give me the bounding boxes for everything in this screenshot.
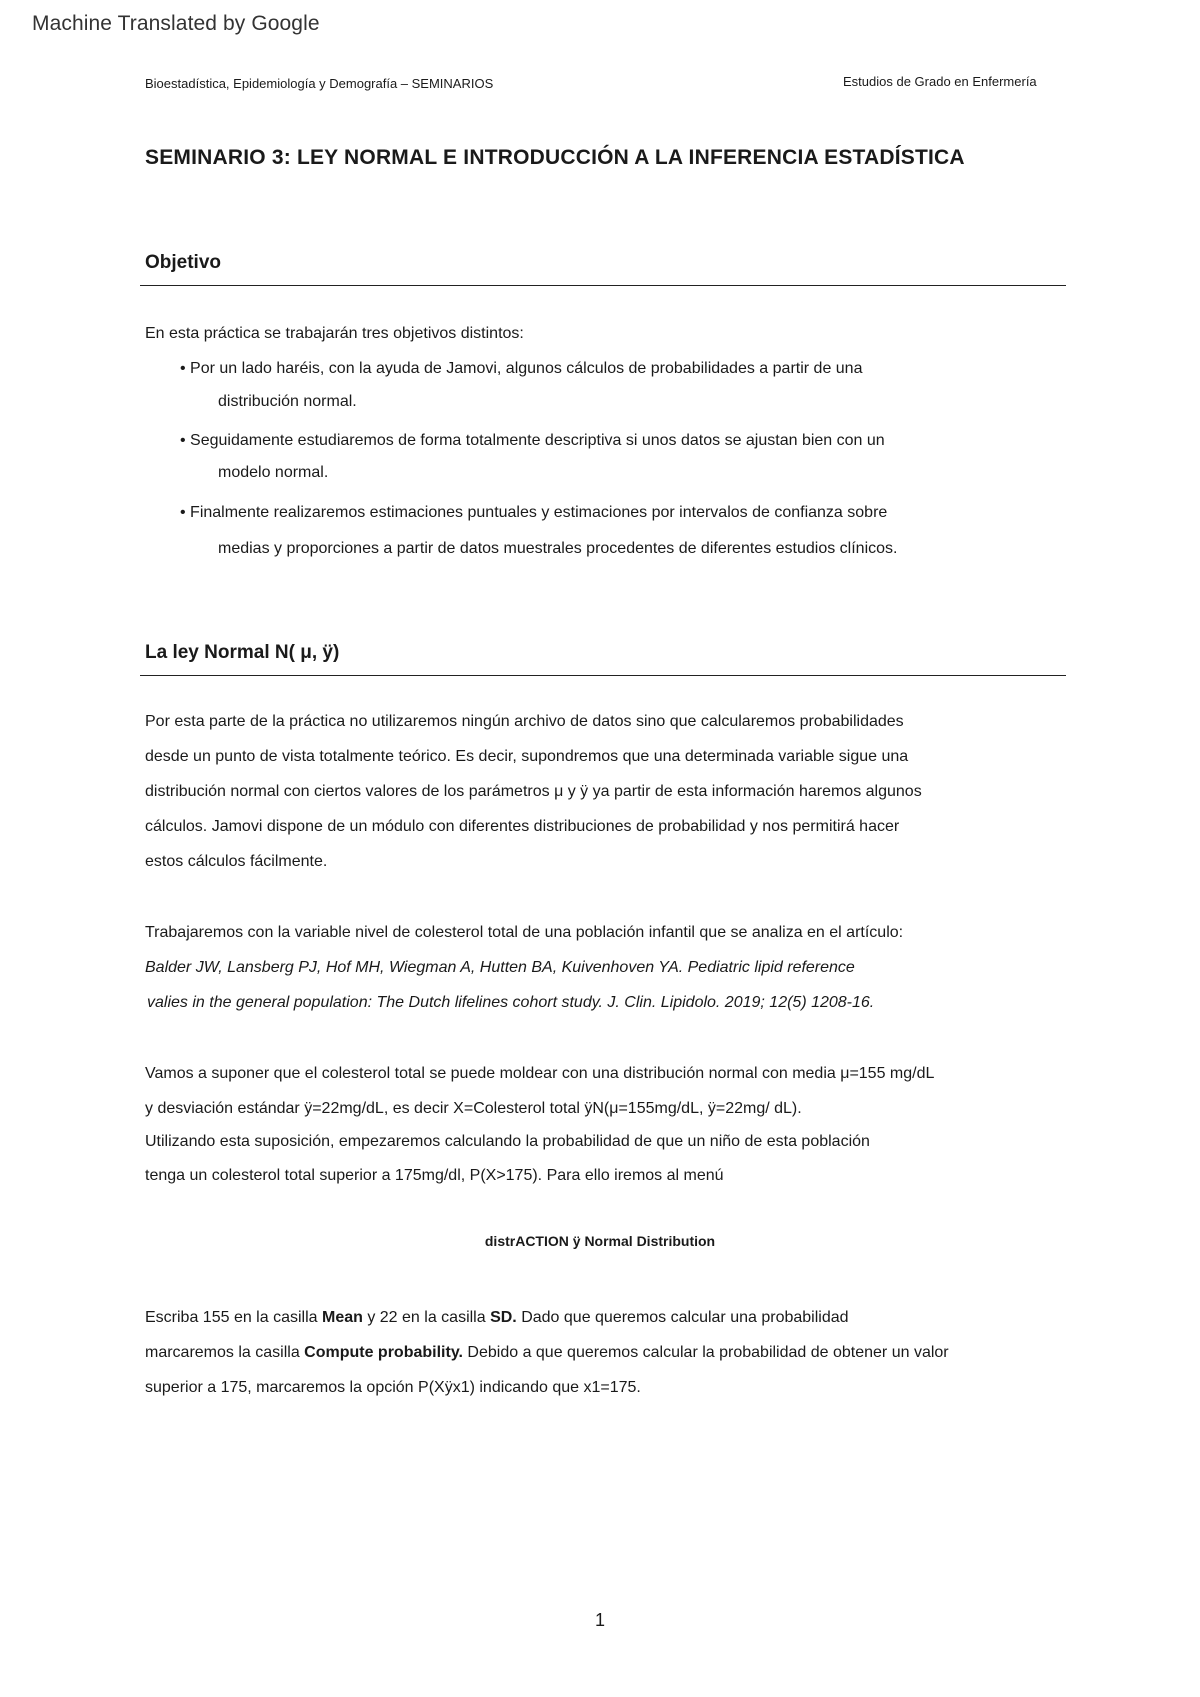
running-header-left: Bioestadística, Epidemiología y Demografía – SEMINARIOS — [145, 76, 494, 91]
text-run: Escriba 155 en la casilla — [145, 1309, 322, 1326]
paragraph-line: desde un punto de vista totalmente teórico. Es decir, supondremos que una determinada variable sigue una — [145, 748, 909, 765]
citation-line: Balder JW, Lansberg PJ, Hof MH, Wiegman A, Hutten BA, Kuivenhoven YA. Pediatric lipid reference — [145, 959, 855, 976]
objetivo-intro: En esta práctica se trabajarán tres objetivos distintos: — [145, 325, 524, 342]
bullet-item-2: • Seguidamente estudiaremos de forma totalmente descriptiva si unos datos se ajustan bien con un — [180, 432, 885, 449]
bullet-item-3: • Finalmente realizaremos estimaciones puntuales y estimaciones por intervalos de confianza sobre — [180, 504, 888, 521]
paragraph-line: Vamos a suponer que el colesterol total se puede moldear con una distribución normal con media μ=155 mg/dL — [145, 1065, 935, 1082]
bullet-item-1: • Por un lado haréis, con la ayuda de Jamovi, algunos cálculos de probabilidades a partir de una — [180, 360, 863, 377]
bullet-item-3-cont: medias y proporciones a partir de datos muestrales procedentes de diferentes estudios clínicos. — [218, 540, 898, 557]
paragraph-line: Trabajaremos con la variable nivel de colesterol total de una población infantil que se analiza en el artículo: — [145, 924, 904, 941]
paragraph-line: Por esta parte de la práctica no utilizaremos ningún archivo de datos sino que calcularemos probabilidades — [145, 713, 904, 730]
citation-line: valies in the general population: The Dutch lifelines cohort study. J. Clin. Lipidolo. 2019; 12(5) 1208-16. — [147, 994, 875, 1011]
paragraph-line: tenga un colesterol total superior a 175mg/dl, P(X>175). Para ello iremos al menú — [145, 1167, 724, 1184]
text-run-bold: Compute probability. — [304, 1344, 463, 1361]
text-run-bold: Mean — [321, 1309, 363, 1326]
paragraph-line: distribución normal con ciertos valores de los parámetros μ y ÿ ya partir de esta información haremos algunos — [145, 783, 922, 800]
text-run: marcaremos la casilla — [145, 1344, 305, 1361]
text-run: Dado que queremos calcular una probabilidad — [516, 1309, 849, 1326]
bullet-item-2-cont: modelo normal. — [218, 464, 329, 481]
running-header-right: Estudios de Grado en Enfermería — [843, 74, 1037, 89]
paragraph-line: estos cálculos fácilmente. — [145, 853, 328, 870]
machine-translation-banner: Machine Translated by Google — [32, 12, 320, 35]
document-title: SEMINARIO 3: LEY NORMAL E INTRODUCCIÓN A LA INFERENCIA ESTADÍSTICA — [145, 146, 965, 169]
bullet-item-1-cont: distribución normal. — [218, 393, 357, 410]
paragraph-line: y desviación estándar ÿ=22mg/dL, es decir X=Colesterol total ÿN(μ=155mg/dL, ÿ=22mg/ dL). — [145, 1100, 802, 1117]
menu-path: distrACTION ÿ Normal Distribution — [484, 1233, 716, 1249]
section-divider — [140, 285, 1066, 286]
paragraph-line: cálculos. Jamovi dispone de un módulo con diferentes distribuciones de probabilidad y nos permitirá hacer — [145, 818, 900, 835]
paragraph-line — [145, 1310, 849, 1326]
text-run-bold: SD. — [490, 1309, 517, 1326]
text-run: Debido a que queremos calcular la probabilidad de obtener un valor — [462, 1344, 949, 1361]
paragraph-line: superior a 175, marcaremos la opción P(Xÿx1) indicando que x1=175. — [145, 1379, 641, 1396]
paragraph-line — [145, 1345, 949, 1361]
section-heading-ley-normal: La ley Normal N( μ, ÿ) — [145, 642, 340, 663]
paragraph-line: Utilizando esta suposición, empezaremos calculando la probabilidad de que un niño de esta población — [145, 1133, 870, 1150]
section-heading-objetivo: Objetivo — [145, 252, 222, 273]
section-divider — [140, 675, 1066, 676]
text-run: y 22 en la casilla — [362, 1309, 491, 1326]
page-number: 1 — [594, 1610, 605, 1630]
